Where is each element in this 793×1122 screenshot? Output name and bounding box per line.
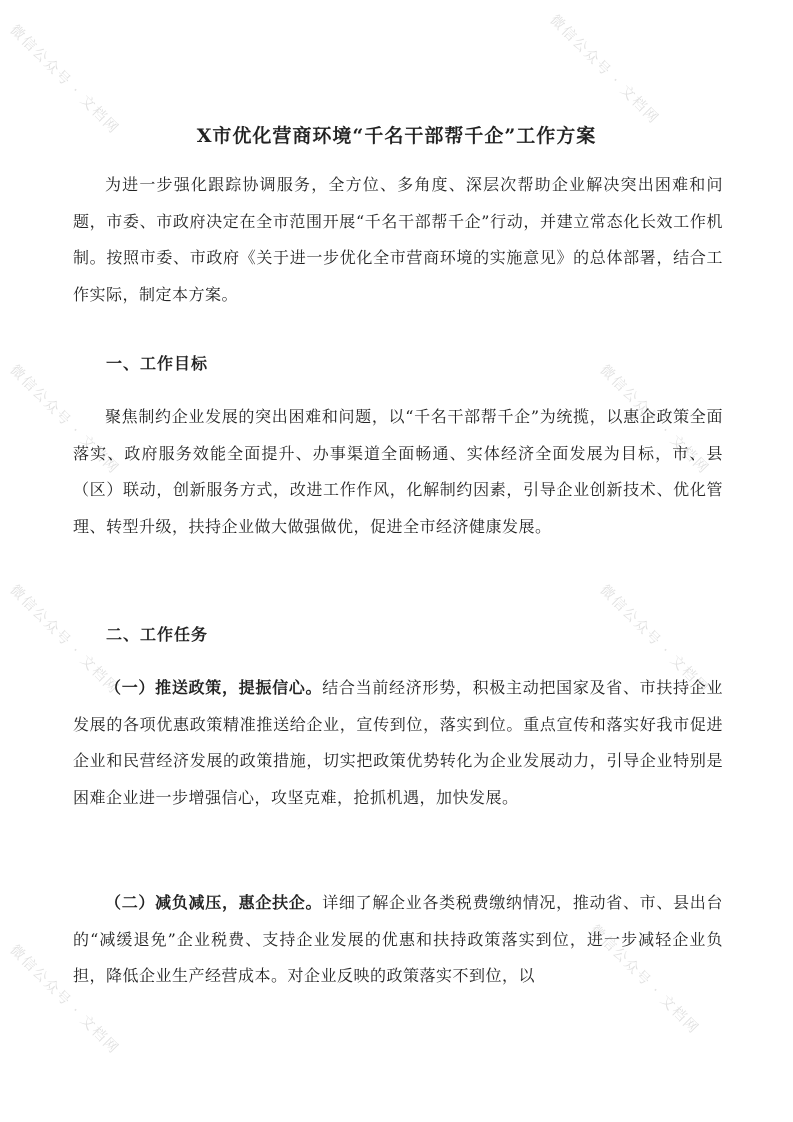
watermark: 微信公众号 · 文档网 (6, 582, 123, 698)
task2-paragraph (73, 885, 723, 995)
task2-lead: （二）减负减压，惠企扶企。 (105, 893, 323, 912)
task1-body: 结合当前经济形势，积极主动把国家及省、市扶持企业发展的各项优惠政策精准推送给企业，宣传到位，落实到位。重点宣传和落实好我市促进企业和民营经济发展的政策措施，切实把政策优势转化为企业发展动力，引导企业特别是困难企业进一步增强信心，攻坚克难，抢抓机遇，加快发展。 (73, 678, 723, 808)
watermark: 微信公众号 · 文档网 (6, 942, 123, 1058)
intro-paragraph: 为进一步强化跟踪协调服务，全方位、多角度、深层次帮助企业解决突出困难和问题，市委、市政府决定在全市范围开展“千名干部帮千企”行动，并建立常态化长效工作机制。按照市委、市政府《关于进一步优化全市营商环境的实施意见》的总体部署，结合工作实际，制定本方案。 (73, 175, 723, 305)
watermark: 微信公众号 · 文档网 (586, 922, 703, 1038)
watermark: 微信公众号 · 文档网 (546, 12, 663, 128)
task1-lead: （一）推送政策，提振信心。 (105, 678, 323, 697)
watermark: 微信公众号 · 文档网 (6, 362, 123, 478)
section-heading-tasks: 二、工作任务 (106, 625, 209, 644)
watermark: 微信公众号 · 文档网 (596, 582, 713, 698)
section-heading-goals: 一、工作目标 (106, 354, 209, 373)
task1-paragraph (73, 670, 723, 817)
watermark: 微信公众号 · 文档网 (596, 362, 713, 478)
task2-body: 详细了解企业各类税费缴纳情况，推动省、市、县出台的“减缓退免”企业税费、支持企业发展的优惠和扶持政策落实到位，进一步减轻企业负担，降低企业生产经营成本。对企业反映的政策落实不到位，以 (73, 893, 723, 986)
goals-paragraph: 聚焦制约企业发展的突出困难和问题，以“千名干部帮千企”为统揽，以惠企政策全面落实、政府服务效能全面提升、办事渠道全面畅通、实体经济全面发展为目标，市、县（区）联动，创新服务方式，改进工作作风，化解制约因素，引导企业创新技术、优化管理、转型升级，扶持企业做大做强做优，促进全市经济健康发展。 (73, 407, 723, 537)
watermark: 微信公众号 · 文档网 (6, 22, 123, 138)
document-title: X市优化营商环境“千名干部帮千企”工作方案 (196, 125, 597, 147)
